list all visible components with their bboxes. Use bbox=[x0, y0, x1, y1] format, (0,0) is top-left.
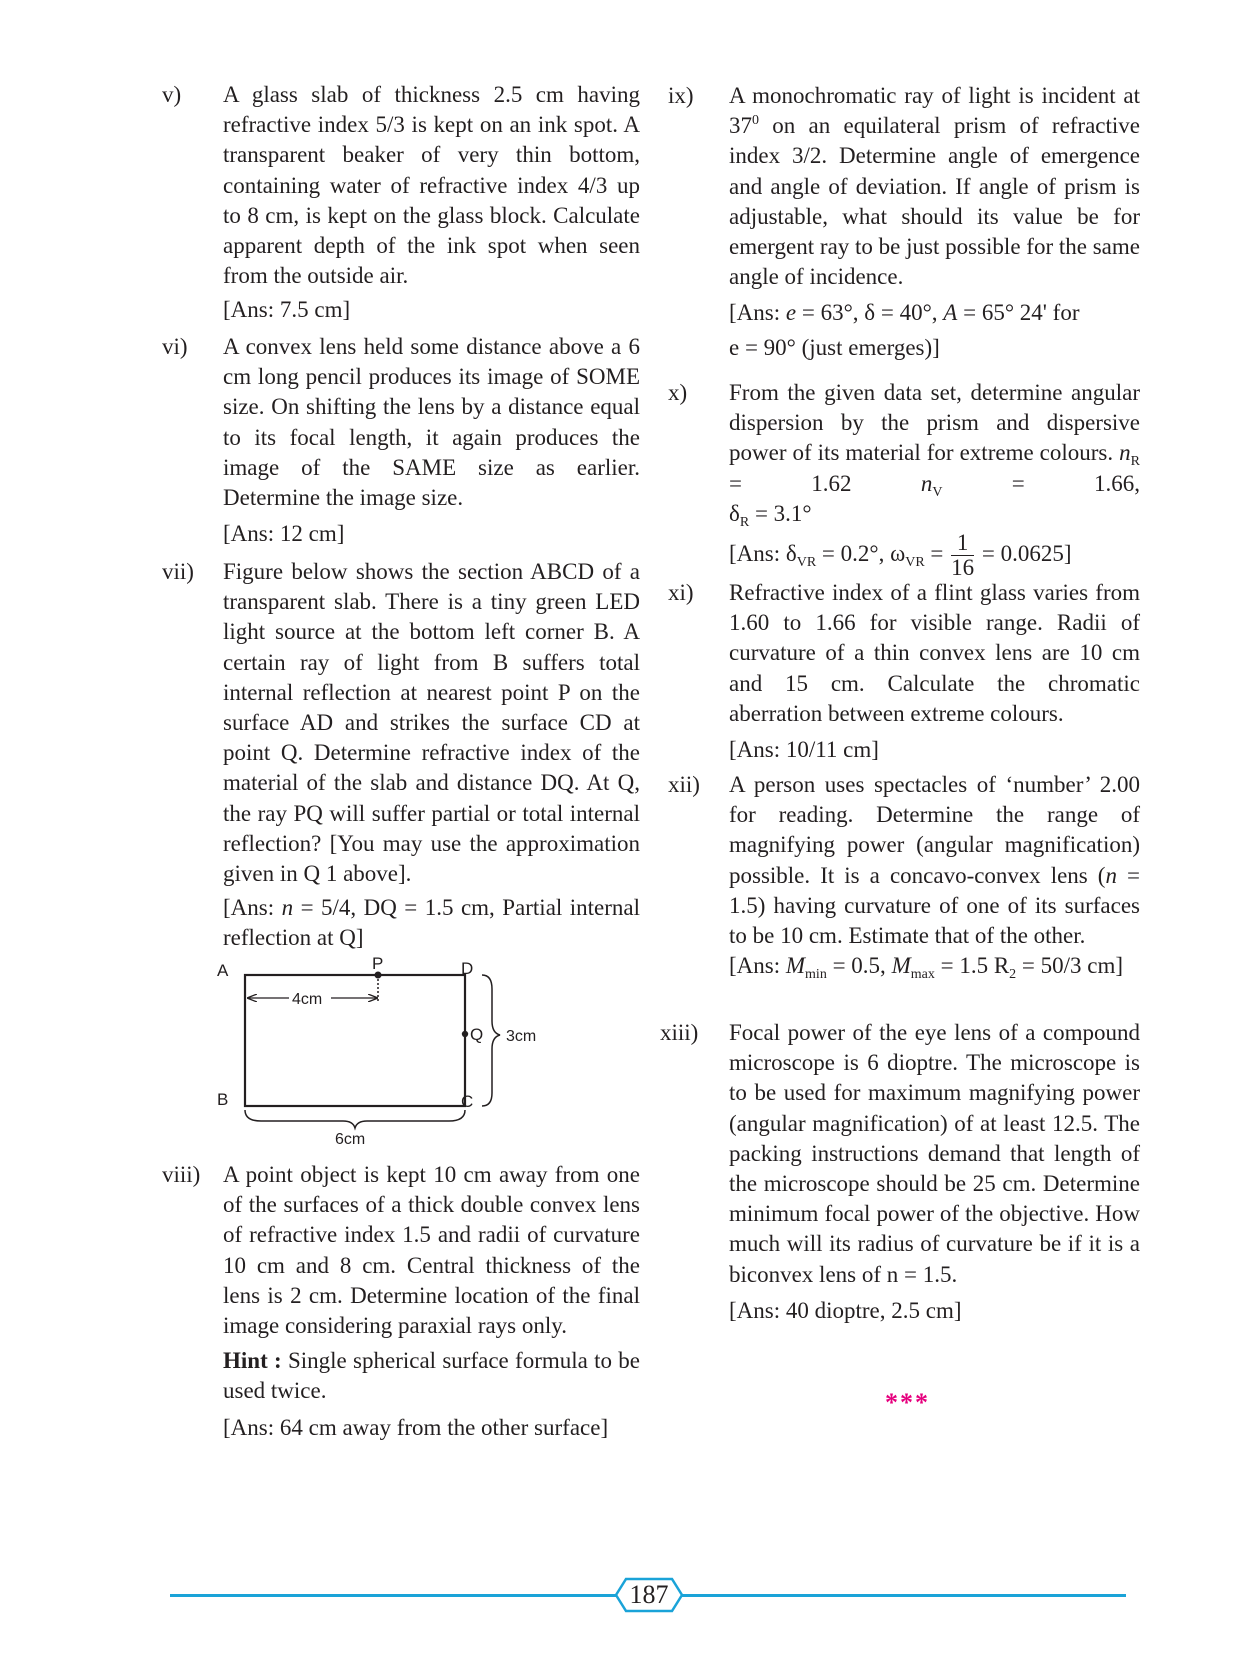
label-c: C bbox=[461, 1092, 474, 1111]
degree-superscript: 0 bbox=[752, 113, 759, 129]
symbol-m: M bbox=[785, 953, 806, 979]
question-number: v) bbox=[162, 82, 182, 107]
answer bbox=[223, 893, 640, 953]
question-number: vi) bbox=[162, 334, 188, 359]
answer-part: [Ans: bbox=[729, 300, 786, 326]
footer-line-left bbox=[170, 1594, 616, 1597]
answer-line-2: e = 90° (just emerges)] bbox=[729, 334, 940, 360]
fraction bbox=[951, 531, 974, 580]
question-number: x) bbox=[668, 380, 688, 405]
answer-symbol: e bbox=[785, 300, 797, 326]
footer-line-right bbox=[682, 1594, 1126, 1597]
answer-part: = bbox=[924, 540, 950, 566]
question-number: viii) bbox=[162, 1162, 201, 1187]
question-text bbox=[729, 378, 1140, 499]
answer-value: = 5/4, DQ = 1.5 cm, Partial internal reflection at Q] bbox=[223, 895, 641, 951]
brace-6cm bbox=[245, 1110, 465, 1128]
delta-line bbox=[729, 499, 1140, 529]
page-number: 187 bbox=[629, 1580, 669, 1609]
question-number: vii) bbox=[162, 559, 194, 584]
answer-symbol-n: n bbox=[281, 895, 294, 921]
hint bbox=[223, 1346, 640, 1406]
question-text bbox=[729, 81, 1140, 292]
value: = 1.66, bbox=[942, 470, 1140, 496]
slab-rectangle bbox=[245, 975, 465, 1106]
answer: [Ans: 7.5 cm] bbox=[223, 297, 351, 323]
answer-part: = 65° 24' for bbox=[957, 300, 1080, 326]
symbol-n: n bbox=[920, 470, 933, 496]
question-text: A point object is kept 10 cm away from one of the surfaces of a thick double convex lens of refractive index 1.5 and radii of curvature 10 cm and 8 cm. Central thickness of the lens is 2 cm. Determine location of the final image considering paraxial rays only. bbox=[223, 1162, 640, 1339]
symbol-n: n bbox=[1105, 862, 1117, 888]
point-q bbox=[462, 1031, 468, 1037]
answer: [Ans: 10/11 cm] bbox=[729, 737, 879, 763]
question-text: Refractive index of a flint glass varies from 1.60 to 1.66 for visible range. Radii of curvature of a thin convex lens are 10 cm and 15 cm. Calculate the chromatic aberration between extreme colours. bbox=[729, 580, 1140, 726]
answer-part: [Ans: δ bbox=[729, 540, 797, 566]
text-part: From the given data set, determine angular dispersion by the prism and dispersive power of its material for extreme colours. bbox=[729, 380, 1140, 466]
label-p: P bbox=[372, 954, 384, 973]
question-number: xii) bbox=[668, 772, 700, 797]
question-text: Figure below shows the section ABCD of a transparent slab. There is a tiny green LED light source at the bottom left corner B. A certain ray of light from B suffers total internal reflection at nearest point P on the surface AD and strikes the surface CD at point Q. Determine refractive index of the material of the slab and distance DQ. At Q, the ray PQ will suffer partial or total internal reflection? [You may use the approximation given in Q 1 above]. bbox=[223, 559, 640, 887]
text-part: = 1.5) having curvature of one of its surfaces to be 10 cm. Estimate that of the other. bbox=[729, 862, 1140, 949]
question-number: xiii) bbox=[660, 1020, 699, 1045]
label-b: B bbox=[217, 1090, 229, 1109]
answer-line-1 bbox=[729, 298, 1140, 328]
dim-4cm-label: 4cm bbox=[292, 991, 323, 1008]
dim-6cm-label: 6cm bbox=[335, 1131, 366, 1148]
section-end-stars: *** bbox=[885, 1388, 930, 1417]
answer: [Ans: 40 dioptre, 2.5 cm] bbox=[729, 1297, 962, 1323]
value: = 3.1° bbox=[749, 500, 812, 526]
label-d: D bbox=[461, 959, 474, 978]
text-part: A person uses spectacles of ‘number’ 2.00 for reading. Determine the range of magnifying power (angular magnification) possible. It is a concavo-convex lens ( bbox=[729, 772, 1140, 888]
subscript: max bbox=[910, 967, 935, 983]
subscript: VR bbox=[796, 554, 817, 570]
answer-part: = 0.2°, ω bbox=[816, 540, 906, 566]
symbol-m: M bbox=[891, 953, 911, 979]
question-text: Focal power of the eye lens of a compound microscope is 6 dioptre. The microscope is to be used for maximum magnifying power (angular magnification) of at least 12.5. The packing instructions demand that length of the microscope should be 25 cm. Determine minimum focal power of the objective. How much will its radius of curvature be if it is a biconvex lens of n = 1.5. bbox=[729, 1020, 1140, 1287]
dim-3cm-label: 3cm bbox=[506, 1028, 537, 1045]
subscript: R bbox=[1130, 454, 1140, 470]
brace-3cm bbox=[482, 975, 500, 1106]
question-text: A glass slab of thickness 2.5 cm having refractive index 5/3 is kept on an ink spot. A transparent beaker of very thin bottom, containing water of refractive index 4/3 up to 8 cm, is kept on the glass block. Calculate apparent depth of the ink spot when seen from the outside air. bbox=[223, 82, 640, 289]
label-q: Q bbox=[470, 1025, 484, 1044]
answer: [Ans: 64 cm away from the other surface] bbox=[223, 1414, 609, 1440]
text-part: A monochromatic ray of light is incident at 37 bbox=[729, 83, 1140, 139]
answer-symbol: A bbox=[943, 300, 958, 326]
answer-part: = 50/3 cm] bbox=[1016, 953, 1124, 979]
answer-part: = 0.5, bbox=[826, 953, 892, 979]
symbol-delta: δ bbox=[729, 500, 740, 526]
subscript: min bbox=[805, 967, 827, 983]
question-number: xi) bbox=[668, 580, 694, 605]
value: = 1.62 bbox=[729, 470, 921, 496]
subscript: R bbox=[739, 514, 750, 530]
slab-figure bbox=[215, 954, 537, 1148]
subscript: V bbox=[932, 484, 943, 500]
subscript: VR bbox=[905, 554, 925, 570]
answer-part: [Ans: bbox=[729, 953, 786, 979]
answer-part: = 0.0625] bbox=[976, 540, 1072, 566]
fraction-denominator: 16 bbox=[951, 555, 975, 581]
answer-part: = 63°, δ = 40°, bbox=[796, 300, 944, 326]
answer bbox=[729, 531, 1140, 580]
answer bbox=[729, 951, 1140, 981]
fraction-numerator: 1 bbox=[951, 531, 974, 556]
symbol-n: n bbox=[1119, 440, 1131, 466]
hint-label: Hint : bbox=[223, 1348, 282, 1374]
answer-part: = 1.5 R bbox=[934, 953, 1010, 979]
question-text: A convex lens held some distance above a 6 cm long pencil produces its image of SOME size. On shifting the lens by a distance equal to its focal length, it again produces the image of the SAME size as earlier. Determine the image size. bbox=[223, 334, 640, 511]
label-a: A bbox=[217, 961, 229, 980]
answer: [Ans: 12 cm] bbox=[223, 521, 345, 547]
subscript: 2 bbox=[1009, 967, 1017, 983]
question-text bbox=[729, 770, 1140, 951]
question-number: ix) bbox=[668, 83, 694, 108]
hint-text: Single spherical surface formula to be used twice. bbox=[223, 1348, 641, 1404]
text-part: on an equilateral prism of refractive index 3/2. Determine angle of emergence and angle of deviation. If angle of prism is adjustable, what should its value be for emergent ray to be just possible for the same angle of incidence. bbox=[729, 113, 1140, 290]
answer-prefix: [Ans: bbox=[223, 895, 275, 921]
